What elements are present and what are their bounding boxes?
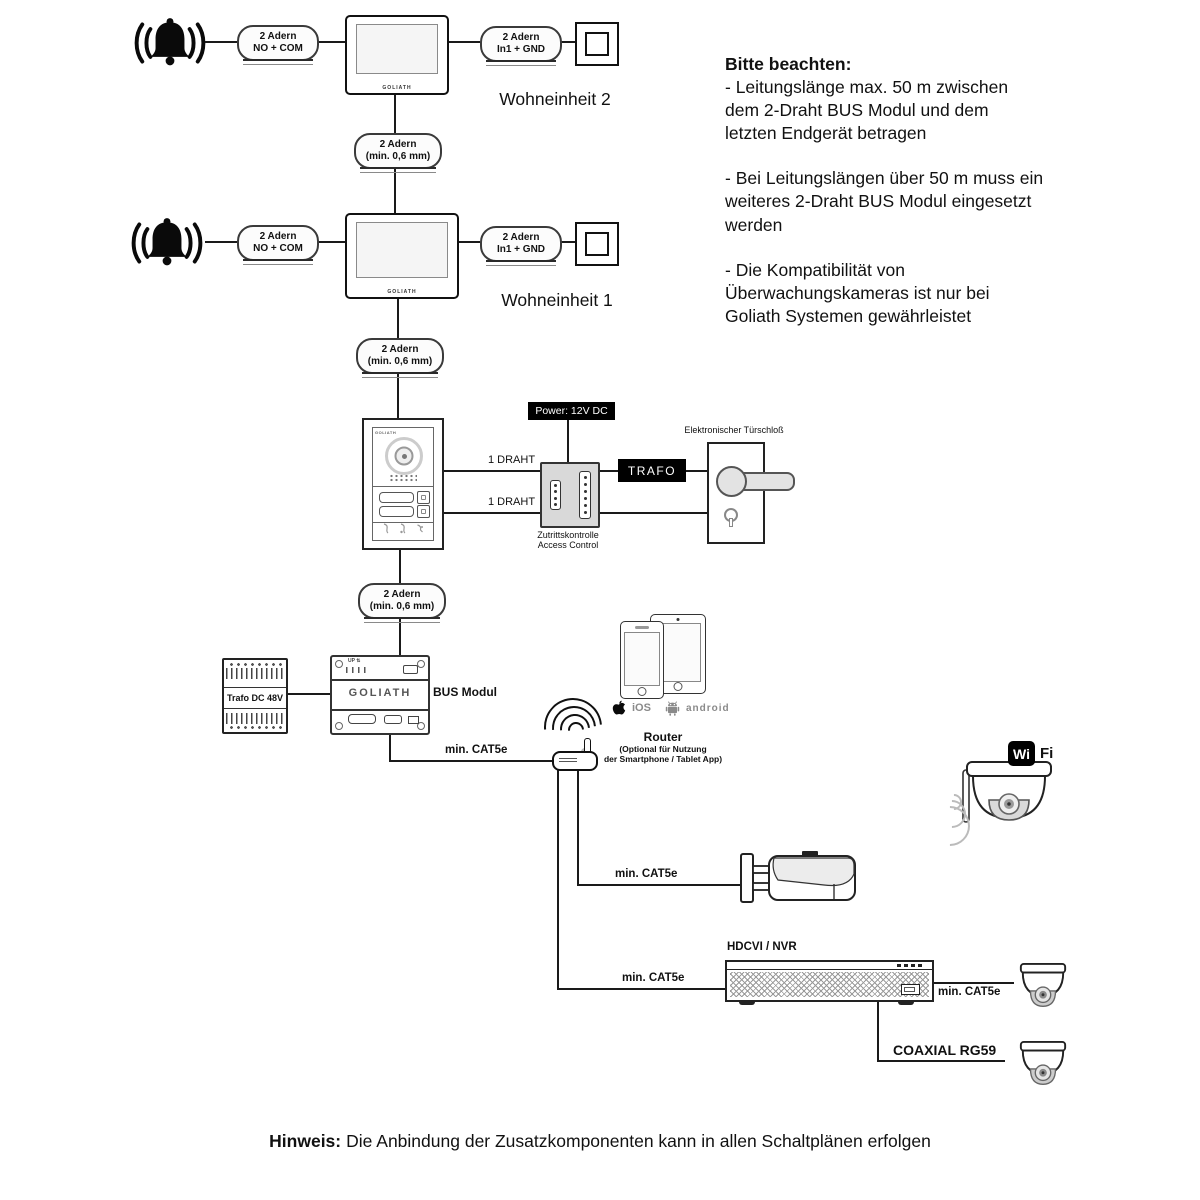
- access-control-unit: [540, 462, 600, 528]
- cable-doorstation-down: [399, 546, 401, 583]
- cable-label-line2: (min. 0,6 mm): [369, 601, 435, 612]
- door-contact-switch-2: [575, 222, 619, 266]
- cable-to-bulletcam: [577, 884, 740, 886]
- cable-monitor2-to-label: [445, 41, 480, 43]
- nvr-title: HDCVI / NVR: [727, 941, 797, 953]
- bell-icon: [130, 213, 204, 273]
- dome-camera: [1014, 962, 1072, 1014]
- note-line: Goliath Systemen gewährleistet: [725, 305, 972, 326]
- terminal-strip-small: [550, 480, 561, 510]
- connector-a-icon: [348, 714, 376, 724]
- bullet-camera: [736, 846, 860, 908]
- footer-note: [0, 1131, 1200, 1152]
- monitor-screen: [356, 24, 438, 74]
- cable-label-min06-2: [356, 338, 444, 374]
- talk-icon: [382, 523, 390, 534]
- cable-monitor1-down: [397, 295, 399, 338]
- status-icons-row: [373, 523, 433, 534]
- note-line: weiteres 2-Draht BUS Modul eingesetzt: [725, 191, 1032, 212]
- electric-door-lock: [707, 442, 765, 544]
- note-line: dem 2-Draht BUS Modul und dem: [725, 100, 989, 121]
- cable-label-to-monitor2: [315, 41, 345, 43]
- dip-switch-icon: [346, 667, 368, 673]
- goliath-logo: GOLIATH: [375, 430, 397, 435]
- goliath-logo: GOLIATH: [382, 85, 412, 91]
- switch-inner-frame: [585, 232, 609, 256]
- cable-label-to-monitor1: [315, 241, 345, 243]
- goliath-logo: GOLIATH: [348, 687, 412, 699]
- cable-1draht-b: [440, 512, 540, 514]
- switch-inner-frame: [585, 32, 609, 56]
- cable-label-line2: (min. 0,6 mm): [365, 151, 431, 162]
- call-button-1: [417, 491, 430, 504]
- note-line: - Leitungslänge max. 50 m zwischen: [725, 77, 1009, 98]
- bell-small-icon: [416, 523, 424, 534]
- cable-label-line1: 2 Adern: [381, 343, 419, 355]
- trafo-dc-48v: [222, 658, 288, 734]
- note-line: - Die Kompatibilität von: [725, 259, 905, 280]
- trafo48-text: Trafo DC 48V: [226, 693, 284, 703]
- outdoor-door-station: [362, 418, 444, 550]
- cable-label-line1: 2 Adern: [259, 230, 297, 242]
- cable-tag-coax: COAXIAL RG59: [893, 1042, 997, 1058]
- nvr-usb-port: [901, 984, 920, 995]
- access-control-label-en: Access Control: [537, 540, 599, 550]
- cable-label-line2: In1 + GND: [496, 44, 546, 55]
- cable-trafo-to-lock: [686, 470, 707, 472]
- cable-label-min06-1: [354, 133, 442, 169]
- cable-label-in1-gnd-1: [480, 26, 562, 62]
- cable-trafo48-to-bus: [284, 693, 330, 695]
- android-label: android: [685, 702, 730, 714]
- cable-bell2-to-label: [205, 41, 237, 43]
- trafo-label-text: TRAFO: [627, 463, 677, 478]
- footer-bold: Hinweis:: [269, 1131, 342, 1151]
- connector-c-icon: [408, 716, 419, 724]
- nvr-recorder: [725, 960, 934, 1002]
- cable-tag-1draht-a: 1 DRAHT: [488, 454, 536, 466]
- cable-label-no-com-2: [237, 225, 319, 261]
- note-line: - Bei Leitungslängen über 50 m muss ein: [725, 168, 1044, 189]
- nvr-status-leds: [897, 964, 922, 967]
- unit2-title: Wohneinheit 2: [499, 89, 611, 109]
- cable-tag-cat5e-dome: min. CAT5e: [938, 986, 1001, 998]
- cable-label-line1: 2 Adern: [383, 588, 421, 600]
- bus-modul-title: BUS Modul: [433, 685, 497, 699]
- bell-icon: [133, 13, 207, 73]
- lock-title: Elektronischer Türschloß: [684, 425, 784, 435]
- terminal-strip-large: [579, 471, 591, 519]
- trafo-box: [618, 459, 686, 482]
- note-line: Überwachungskameras ist nur bei: [725, 282, 990, 303]
- connector-b-icon: [384, 715, 402, 724]
- door-station-panel: [372, 427, 434, 541]
- camera-lens-icon: [385, 437, 423, 475]
- cable-label-in1-gnd-2: [480, 226, 562, 262]
- router-title: Router: [643, 730, 683, 744]
- cable-tag-1draht-b: 1 DRAHT: [488, 496, 536, 508]
- door-handle-knob: [716, 466, 747, 497]
- name-plate-1: [379, 492, 414, 503]
- wifi-badge-wi: Wi: [1013, 745, 1030, 762]
- power-supply-label: [528, 402, 615, 420]
- cable-bell1-to-label: [205, 241, 237, 243]
- cable-router-to-nvr: [557, 768, 559, 990]
- cable-nvr-to-dome1: [930, 982, 1014, 984]
- note-line: werden: [725, 214, 783, 235]
- os-platforms-row: [612, 700, 742, 716]
- cable-bus-to-router: [389, 760, 553, 762]
- wifi-badge-fi: Fi: [1040, 745, 1054, 762]
- power-label-text: Power: 12V DC: [535, 405, 608, 417]
- android-icon: [665, 700, 680, 716]
- access-control-label-de: Zutrittskontrolle: [537, 530, 599, 540]
- cable-coax-to-dome2: [877, 1060, 1005, 1062]
- router-device: [552, 751, 598, 771]
- cable-label-min06-3: [358, 583, 446, 619]
- cable-label-line1: 2 Adern: [379, 138, 417, 150]
- cable-tag-cat5e-router: min. CAT5e: [445, 744, 508, 756]
- note-line: letzten Endgerät betragen: [725, 123, 927, 144]
- monitor-screen: [356, 222, 448, 278]
- cable-nvr-down: [877, 998, 879, 1062]
- notes-block: [725, 53, 1125, 328]
- cable-access-to-lock: [596, 512, 707, 514]
- dome-camera: [1014, 1040, 1072, 1092]
- notes-title: Bitte beachten:: [725, 54, 852, 74]
- cable-label-line1: 2 Adern: [502, 31, 540, 43]
- cable-label-line1: 2 Adern: [259, 30, 297, 42]
- cable-label-line2: NO + COM: [253, 43, 303, 54]
- cable-label-line2: NO + COM: [253, 243, 303, 254]
- indoor-monitor-unit2: [345, 15, 449, 95]
- cable-monitor2-down: [394, 91, 396, 133]
- up-marking: UP ⇅: [348, 658, 361, 664]
- wifi-badge: [1008, 741, 1035, 766]
- router-subtitle-2: der Smartphone / Tablet App): [603, 754, 723, 764]
- unlock-icon: [399, 523, 407, 534]
- indoor-monitor-unit1: [345, 213, 459, 299]
- unit1-title: Wohneinheit 1: [501, 290, 613, 310]
- cable-to-nvr: [557, 988, 725, 990]
- router-subtitle-1: (Optional für Nutzung: [619, 744, 707, 754]
- bus-port-icon: [403, 665, 418, 674]
- bus-modul-device: [330, 655, 430, 735]
- cable-router-to-bulletcam: [577, 768, 579, 886]
- door-contact-switch-1: [575, 22, 619, 66]
- nvr-mesh-panel: [730, 972, 929, 997]
- cable-label-line2: In1 + GND: [496, 244, 546, 255]
- name-plate-2: [379, 506, 414, 517]
- apple-icon: [612, 700, 626, 716]
- nvr-top-band: [727, 962, 932, 970]
- footer-text: Die Anbindung der Zusatzkomponenten kann in allen Schaltplänen erfolgen: [346, 1131, 931, 1151]
- cable-1draht-a: [440, 470, 540, 472]
- cable-label-line1: 2 Adern: [502, 231, 540, 243]
- keyhole-icon: [724, 508, 738, 522]
- ios-label: iOS: [632, 702, 651, 714]
- trafo48-label: [224, 687, 286, 709]
- speaker-grille-icon: [389, 474, 417, 483]
- cable-tag-cat5e-bullet: min. CAT5e: [615, 868, 678, 880]
- cable-label-line2: (min. 0,6 mm): [367, 356, 433, 367]
- goliath-logo: GOLIATH: [387, 289, 417, 295]
- cable-label-no-com-1: [237, 25, 319, 61]
- call-button-2: [417, 505, 430, 518]
- smartphone-icon: [620, 621, 664, 699]
- cable-power-to-access: [567, 420, 569, 462]
- cable-tag-cat5e-nvr: min. CAT5e: [622, 972, 685, 984]
- cable-bus-down: [389, 731, 391, 762]
